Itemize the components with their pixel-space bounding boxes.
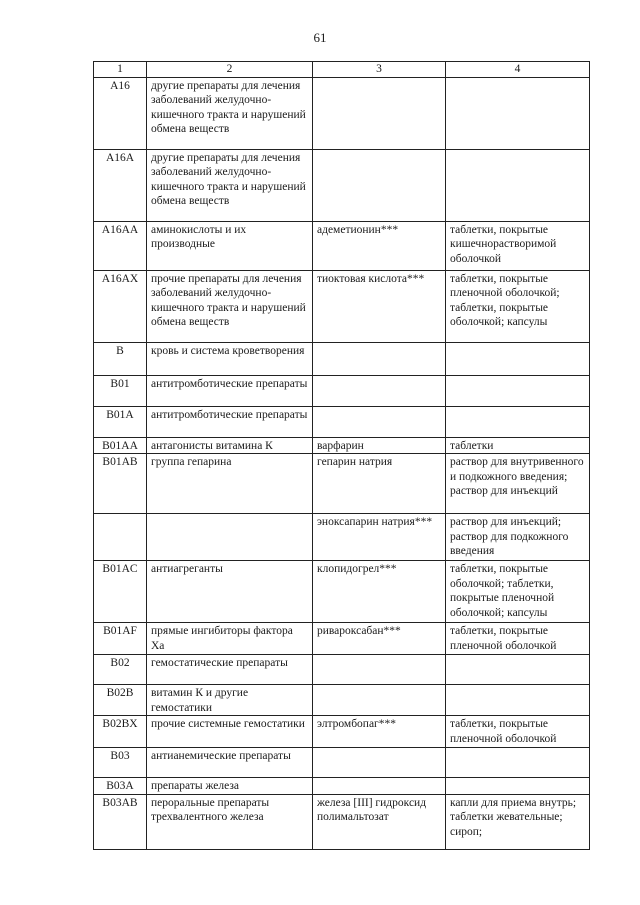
dosage-form-cell: раствор для инъекций; раствор для подкожного введения <box>446 514 590 561</box>
atc-code-cell: B01AA <box>94 437 147 454</box>
group-name-cell: другие препараты для лечения заболеваний желудочно-кишечного тракта и нарушений обмена веществ <box>147 149 313 221</box>
drug-name-cell <box>313 748 446 778</box>
group-name-cell: гемостатические препараты <box>147 655 313 685</box>
atc-code-cell: B <box>94 342 147 375</box>
table-row <box>94 778 590 795</box>
table-row <box>94 77 590 149</box>
column-header: 3 <box>313 62 446 78</box>
table-row <box>94 685 590 716</box>
dosage-form-cell: таблетки, покрытые кишечнорастворимой оболочкой <box>446 221 590 270</box>
atc-code-cell: B03AB <box>94 794 147 849</box>
drug-name-cell: элтромбопаг*** <box>313 716 446 748</box>
table-header-row <box>94 62 590 78</box>
group-name-cell: прочие системные гемостатики <box>147 716 313 748</box>
group-name-cell: прочие препараты для лечения заболеваний желудочно-кишечного тракта и нарушений обмена веществ <box>147 270 313 342</box>
dosage-form-cell <box>446 77 590 149</box>
atc-code-cell: B02B <box>94 685 147 716</box>
drug-name-cell: эноксапарин натрия*** <box>313 514 446 561</box>
table-row <box>94 561 590 623</box>
column-header: 1 <box>94 62 147 78</box>
group-name-cell <box>147 514 313 561</box>
dosage-form-cell: капли для приема внутрь; таблетки жевательные; сироп; <box>446 794 590 849</box>
group-name-cell: аминокислоты и их производные <box>147 221 313 270</box>
dosage-form-cell <box>446 685 590 716</box>
table-row <box>94 342 590 375</box>
drug-table <box>93 61 590 850</box>
atc-code-cell: B03 <box>94 748 147 778</box>
drug-name-cell: тиоктовая кислота*** <box>313 270 446 342</box>
column-header: 4 <box>446 62 590 78</box>
drug-name-cell: гепарин натрия <box>313 454 446 514</box>
atc-code-cell <box>94 514 147 561</box>
atc-code-cell: B01A <box>94 406 147 437</box>
table-row <box>94 794 590 849</box>
dosage-form-cell <box>446 655 590 685</box>
table-row <box>94 149 590 221</box>
group-name-cell: другие препараты для лечения заболеваний желудочно-кишечного тракта и нарушений обмена веществ <box>147 77 313 149</box>
drug-name-cell: клопидогрел*** <box>313 561 446 623</box>
atc-code-cell: A16 <box>94 77 147 149</box>
atc-code-cell: A16AX <box>94 270 147 342</box>
dosage-form-cell <box>446 406 590 437</box>
group-name-cell: кровь и система кроветворения <box>147 342 313 375</box>
group-name-cell: антитромботические препараты <box>147 375 313 406</box>
group-name-cell: прямые ингибиторы фактора Ха <box>147 623 313 655</box>
drug-name-cell <box>313 375 446 406</box>
table-row <box>94 375 590 406</box>
drug-name-cell <box>313 342 446 375</box>
atc-code-cell: B01 <box>94 375 147 406</box>
dosage-form-cell <box>446 748 590 778</box>
group-name-cell: витамин К и другие гемостатики <box>147 685 313 716</box>
dosage-form-cell: раствор для внутривенного и подкожного введения; раствор для инъекций <box>446 454 590 514</box>
drug-name-cell: железа [III] гидроксид полимальтозат <box>313 794 446 849</box>
dosage-form-cell: таблетки, покрытые пленочной оболочкой; таблетки, покрытые оболочкой; капсулы <box>446 270 590 342</box>
table-row <box>94 406 590 437</box>
page-number: 61 <box>313 30 327 45</box>
group-name-cell: препараты железа <box>147 778 313 795</box>
atc-code-cell: A16AA <box>94 221 147 270</box>
group-name-cell: антагонисты витамина К <box>147 437 313 454</box>
table-row <box>94 221 590 270</box>
drug-name-cell <box>313 149 446 221</box>
drug-name-cell: варфарин <box>313 437 446 454</box>
drug-name-cell <box>313 655 446 685</box>
dosage-form-cell <box>446 149 590 221</box>
drug-name-cell <box>313 778 446 795</box>
drug-name-cell <box>313 406 446 437</box>
table-row <box>94 623 590 655</box>
group-name-cell: антианемические препараты <box>147 748 313 778</box>
table-row <box>94 655 590 685</box>
atc-code-cell: B01AC <box>94 561 147 623</box>
group-name-cell: группа гепарина <box>147 454 313 514</box>
atc-code-cell: B02 <box>94 655 147 685</box>
table-row <box>94 514 590 561</box>
atc-code-cell: B01AF <box>94 623 147 655</box>
dosage-form-cell: таблетки, покрытые оболочкой; таблетки, покрытые пленочной оболочкой; капсулы <box>446 561 590 623</box>
table-row <box>94 748 590 778</box>
dosage-form-cell: таблетки, покрытые пленочной оболочкой <box>446 623 590 655</box>
atc-code-cell: B02BX <box>94 716 147 748</box>
atc-code-cell: B03A <box>94 778 147 795</box>
table-row <box>94 716 590 748</box>
group-name-cell: пероральные препараты трехвалентного железа <box>147 794 313 849</box>
dosage-form-cell: таблетки, покрытые пленочной оболочкой <box>446 716 590 748</box>
table-row <box>94 454 590 514</box>
dosage-form-cell <box>446 342 590 375</box>
drug-name-cell <box>313 685 446 716</box>
table-row <box>94 270 590 342</box>
group-name-cell: антитромботические препараты <box>147 406 313 437</box>
drug-name-cell <box>313 77 446 149</box>
dosage-form-cell <box>446 375 590 406</box>
table-row <box>94 437 590 454</box>
atc-code-cell: A16A <box>94 149 147 221</box>
drug-name-cell: адеметионин*** <box>313 221 446 270</box>
dosage-form-cell: таблетки <box>446 437 590 454</box>
atc-code-cell: B01AB <box>94 454 147 514</box>
dosage-form-cell <box>446 778 590 795</box>
group-name-cell: антиагреганты <box>147 561 313 623</box>
column-header: 2 <box>147 62 313 78</box>
drug-name-cell: ривароксабан*** <box>313 623 446 655</box>
